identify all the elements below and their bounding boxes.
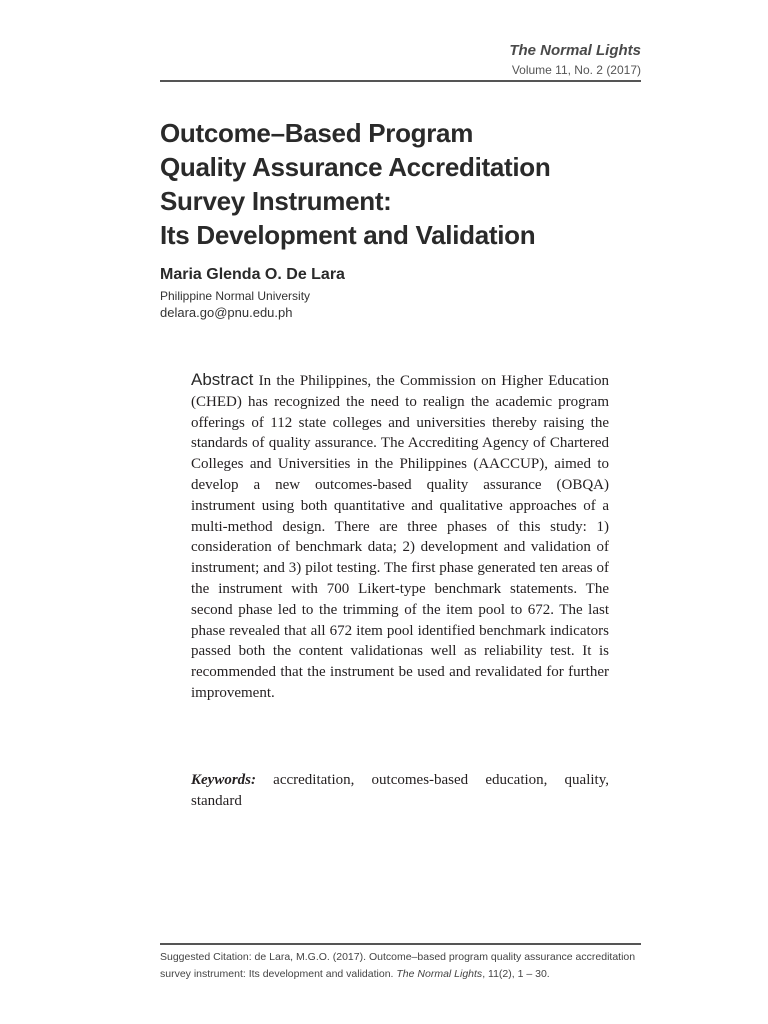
title-line: Outcome–Based Program: [160, 118, 474, 148]
citation-prefix: Suggested Citation: de Lara, M.G.O. (2017). Outcome–based program quality assurance accreditation survey instrument: Its development and validation.: [160, 951, 636, 980]
footer-divider: [160, 943, 641, 945]
title-line: Survey Instrument:: [160, 186, 392, 216]
abstract: [191, 370, 609, 704]
journal-name: The Normal Lights: [509, 42, 641, 59]
keywords-text: accreditation, outcomes-based education, quality, standard: [191, 772, 609, 809]
citation-suffix: , 11(2), 1 – 30.: [482, 968, 550, 980]
paper-title: [160, 116, 680, 252]
keywords-label: Keywords:: [191, 772, 256, 788]
author-name: Maria Glenda O. De Lara: [160, 266, 345, 283]
author-email: delara.go@pnu.edu.ph: [160, 305, 293, 320]
running-header: [160, 40, 641, 78]
keywords: [191, 770, 609, 812]
header-divider: [160, 80, 641, 82]
title-line: Its Development and Validation: [160, 220, 536, 250]
title-line: Quality Assurance Accreditation: [160, 152, 551, 182]
journal-volume: Volume 11, No. 2 (2017): [511, 63, 641, 77]
citation-journal: The Normal Lights: [396, 968, 483, 980]
abstract-text: In the Philippines, the Commission on Higher Education (CHED) has recognized the need to realign the academic program offerings of 112 state colleges and universities thereby raising the standards of quality assurance. The Accrediting Agency of Chartered Colleges and Universities in the Philippines (AACCUP), aimed to develop a new outcomes-based quality assurance (OBQA) instrument using both quantitative and qualitative approaches of a multi-method design. There are three phases of this study: 1) consideration of benchmark data; 2) development and validation of instrument; and 3) pilot testing. The first phase generated ten areas of the instrument with 700 Likert-type benchmark statements. The second phase led to the trimming of the item pool to 672. The last phase revealed that all 672 item pool identified benchmark indicators passed both the content validationas well as reliability test. It is recommended that the instrument be used and revalidated for further improvement.: [191, 373, 610, 701]
author-affiliation: Philippine Normal University: [160, 289, 311, 303]
abstract-label: Abstract: [191, 370, 254, 389]
suggested-citation: [160, 949, 641, 983]
